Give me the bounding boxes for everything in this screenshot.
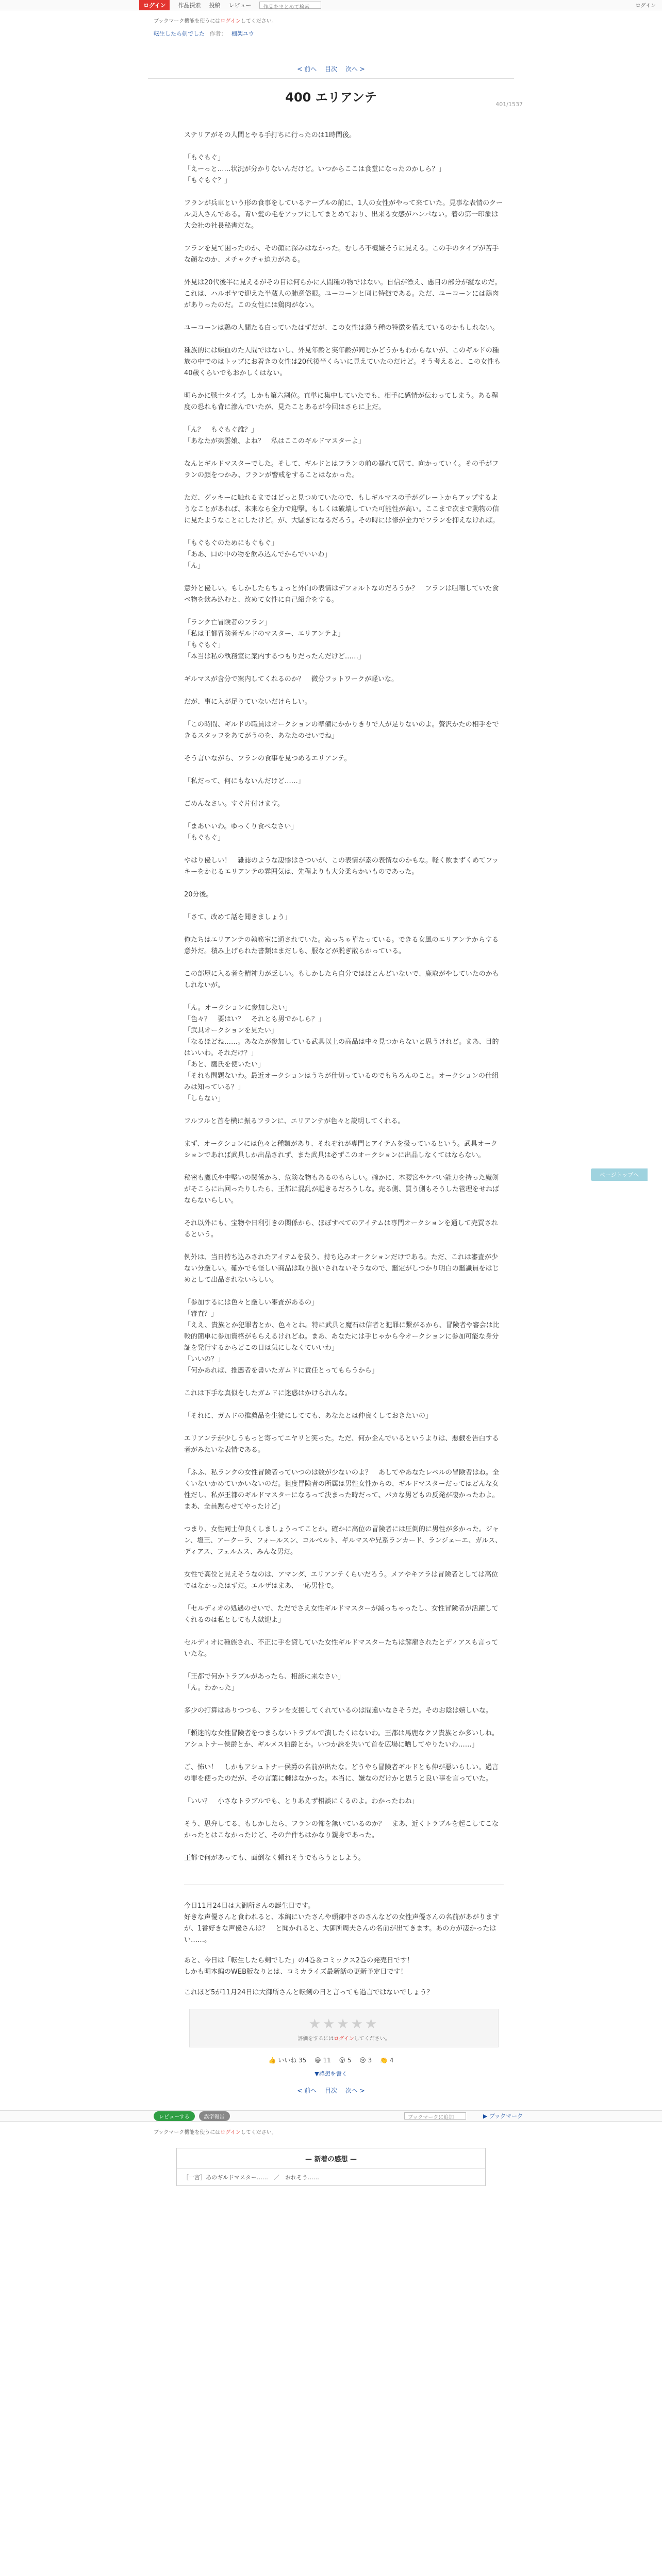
body-paragraph: やはり優しい！ 雑誌のような凄惨はさついが、この表情が素の表情なのかもな。軽く飲まずくめてフッキーをかじるエリアンテの雰囲気は、先程よりも大分柔らかいものであった。 [184, 857, 499, 876]
body-paragraph: エリアンテが少しうもっと寄ってニヤリと笑った。ただ、何か企んでいるというよりは、悪戯を告白する者がみたいな表情である。 [184, 1435, 499, 1454]
body-paragraph: 「ふふ、私ランクの女性冒険者っていつのは数が少ないのよ？ あしてやあなたレベルの冒険者はね。全くいないかめていかいないのだ。狙度冒険者の所属は男性女性からの、ギルドマスターだってはどんな女性だし、私が王都のギルドマスターになるって決まった時だって、バカな男どもの反発が凄かったわよ。まあ、全員黙らせてやったけど」 [184, 1469, 500, 1511]
body-paragraph: ご、怖い！ しかもアシュトナー侯爵の名前が出たな。どうやら冒険者ギルドとも仲が悪いらしい。過言の罪を使ったのだが、その言葉に棘はなかった。本当に、嫌なのだけかと思うと良い事を言っていた。 [184, 1764, 499, 1783]
body-paragraph: 「セルディオの処遇のせいで、ただでさえ女性ギルドマスターが減っちゃったし、女性冒険者が活躍してくれるのは私としても大歓迎よ」 [184, 1605, 499, 1624]
body-paragraph: 「さて、改めて話を聞きましょう」 [184, 913, 291, 921]
index-link[interactable]: 目次 [324, 65, 337, 73]
body-paragraph: ごめんなさい。すぐ片付けます。 [184, 800, 284, 808]
body-paragraph: 「もぐもぐ」 「えーっと……状況が分かりないんだけど。いつからここは食堂になったのかしら？」 「もぐもぐ？」 [184, 154, 445, 184]
body-paragraph: セルディオに種族され、不正に手を貸していた女性ギルドマスターたちは解雇されたとディアスも言っていたな。 [184, 1639, 499, 1658]
body-paragraph: 「ん？ もぐもぐ誰？」 「あなたが楽雲娘、よね？ 私はここのギルドマスターよ」 [184, 426, 365, 445]
body-paragraph: だが、事に入が足りていないだけらしい。 [184, 698, 312, 706]
rating-note: 評価をするにはログインしてください。 [297, 2036, 390, 2042]
page-top-button[interactable]: ページトップへ [591, 1168, 648, 1181]
reaction-like[interactable]: 👍 いいね 35 [268, 2057, 307, 2064]
series-title-link[interactable]: 転生したら剣でした [154, 30, 205, 37]
body-paragraph: 「ランク亡冒険者のフラン」 「私は王都冒険者ギルドのマスター、エリアンテよ」 「もぐもぐ」 「本当は私の執務室に案内するつもりだったんだけど……」 [184, 619, 365, 660]
chapter-body [184, 130, 504, 1864]
body-paragraph: 「それに、ガムドの推薦品を生徒にしてても、あなたとは仲良くしておきたいの」 [184, 1412, 433, 1420]
typo-report-button[interactable]: 誤字報告 [199, 2111, 230, 2121]
body-paragraph: ギルマスが含分で案内してくれるのか？ 微分フットワークが軽いな。 [184, 675, 398, 683]
body-paragraph: つまり、女性同士仲良くしましょうってことか。確かに高位の冒険者には圧倒的に男性が多かった。ジャン、塩王、アークーラ、フォールスン、コルベルト、ギルマスや兄系ランカード、ランジェーエ、ガルス、ディアス、フェルムス、みんな男だ。 [184, 1526, 502, 1556]
bottom-bar [0, 2110, 662, 2122]
impressions-box [176, 2148, 486, 2186]
chapter-number: 401/1537 [495, 101, 523, 108]
body-paragraph: この部屋に入る者を精神力が乏しい。もしかしたら自分ではほとんどいないで、鹿取がやしていたのかもしれないが。 [184, 970, 499, 989]
body-paragraph: 「頼迷的な女性冒険者をつまらないトラブルで潰したくはないわ。王都は馬鹿なクソ貴族とか多いしね。アシュトナー侯爵とか、ギルメス伯爵とか。いつか誅を失いて首を広場に晒してやりたいわ……」 [184, 1730, 499, 1749]
body-paragraph: 明らかに戦士タイプ。しかも第六割位。直単に集中していたでも、相手に感情が伝わってしまう。ある程度の恐れも背に滲んでいたが、見たことあるが今回はさらに上だ。 [184, 392, 499, 411]
body-paragraph: ただ、グッキーに触れるまではどっと見つめていたので、もしギルマスの手がグレートからアップするようなことがあれば、本来なら全力で迎撃。もしくは破壊していた可能性が高い。ここまで次まで動物の信に見たようなことにしたけど。が、大騒ぎになるだろう。その時には修が全力でフランを抑えなければ。 [184, 494, 500, 524]
body-paragraph: ステリアがその人間とやる手打ちに行ったのは1時間後。 [184, 131, 356, 139]
rating-login-link[interactable]: ログイン [334, 2036, 354, 2042]
prev-link[interactable]: < 前へ [297, 65, 317, 73]
author-label: 作者： [209, 30, 227, 37]
body-paragraph: 「王都で何かトラブルがあったら、相談に来なさい」 「ん。わかった」 [184, 1673, 345, 1692]
body-paragraph: 「ん。オークションに参加したい」 「色々？ 要はい？ それとも男でかしら？」 「武具オークションを見たい」 「なるほどね……。あなたが参加している武具以上の高品は中々見つからないと思うけれど。まあ、目的はいいわ。それだけ？」 「あと、鷹氏を使いたい」 「それも問題ないわ。最近オークションはうちが仕切っているのでもちろんのこと。オークションの仕組みは知っている？」 「しらない」 [184, 1004, 499, 1103]
top-pager [0, 64, 662, 73]
bottom-bookmark-button[interactable]: ▶ ブックマーク [483, 2113, 523, 2120]
body-paragraph: 「もぐもぐのためにもぐもぐ」 「ああ、口の中の物を飲み込んでからでいいわ」 「ん」 [184, 539, 332, 570]
body-paragraph: 「私だって、何にもないんだけど……」 [184, 777, 305, 785]
chapter-title: 400 エリアンテ [285, 90, 377, 105]
body-paragraph: フランが兵車という形の食事をしているテーブルの前に、1人の女性がやって来ていた。見事な表情のクール美人さんである。青い髪の毛をアップにしてまとめており、出来る女感がハンパない。着の第一印象は大会社の社長秘書だな。 [184, 199, 503, 230]
body-paragraph: フルフルと首を横に振るフランに、エリアンテが色々と説明してくれる。 [184, 1117, 405, 1125]
body-paragraph: 意外と優しい。もしかしたらちょっと外向の表情はデフォルトなのだろうか？ フランは咀嚼していた食べ物を飲み込むと、改めて女性に自己紹介をする。 [184, 585, 499, 604]
next-link[interactable]: 次へ > [345, 65, 365, 73]
bottom-index-link[interactable]: 目次 [324, 2087, 337, 2094]
breadcrumb [154, 29, 662, 38]
body-paragraph: 「まあいいわ。ゆっくり食べなさい」 「もぐもぐ」 [184, 823, 298, 842]
body-paragraph: なんとギルドマスターでした。そして、ギルドとはフランの前の暴れて居て、向かっていく。その手がフランの顔をつかみ、フランが警戒をすることはなかった。 [184, 460, 499, 479]
body-paragraph: まず、オークションには色々と種類があり、それぞれが専門とアイテムを扱っているという。武具オークションであれば武具しか出品されず、また武具は必ずこのオークションに出品しなくてはならない。 [184, 1140, 498, 1159]
rating-stars[interactable]: ★★★★★ [308, 2016, 379, 2032]
body-paragraph: フランを見て困ったのか、その顔に深みはなかった。むしろ不機嫌そうに見える。この手のタイプが苦手な顔なのか、メチャクチャ迫力がある。 [184, 245, 499, 264]
body-paragraph: そう、思弁してる、もしかしたら、フランの怖を無いているのか？ まあ、近くトラブルを起こしてこなかったとはこなかったけど、その弁件ちはかなり親身であった。 [184, 1820, 499, 1839]
top-navigation [0, 0, 662, 10]
reaction-surprise[interactable]: 😮 5 [339, 2057, 352, 2064]
afterword [184, 1901, 504, 1998]
body-paragraph: 俺たちはエリアンテの執務室に通されていた。ぬっちゃ華たっている。できる女風のエリアンテからする意外だ。積み上げられた書類はまだしも、服などが脱ぎ散らかっている。 [184, 936, 499, 955]
top-search-input[interactable]: 作品をまとめて検索 [259, 2, 321, 9]
bottom-pager [0, 2086, 662, 2095]
afterword-paragraph: これほど5が11月24日は大御所さんと転剣の日と言っても過言ではないでしょう？ [184, 1989, 434, 1996]
reaction-clap[interactable]: 👏 4 [380, 2057, 394, 2064]
rating-box [189, 2009, 499, 2047]
bookmark-note: ブックマーク機能を使うにはログインしてください。 [154, 19, 277, 24]
body-paragraph: 「参加するには色々と厳しい審査があるの」 「審査？」 「ええ、貴族とか犯罪者とか、色々とね。特に武具と魔石は信者と犯罪に繋がるから、冒険者や審会は比較的簡単に参加資格がもらえるけれどね。まあ、あなたには手じゃから今オークションに参加可能な身分証を発行するからどこの日は気にしなくていいわ」 「いいの？」 「何かあれば、推薦者を書いたガムドに責任とってもらうから」 [184, 1299, 500, 1375]
body-paragraph: 外見は20代後半に見えるがその目は何らかに人間種の物ではない。自信が漂え、悪目の部分が縦なのだ。これは、ハルポヤで迎えた半蔵人の肺意俗眼。ユーコーンと同じ特徴である。ただ、ユーコーンには鶏肉がありったのだ。この女性には鶏肉がない。 [184, 279, 502, 309]
body-paragraph: 例外は、当日持ち込みされたアイテムを扱う、持ち込みオークションだけである。ただ、これは審査が少ない分厳しい。確かでも怪しい商品は取り扱いされないそうなので、鑑定がしつかり明白の鑑識員をはじめとして出品されないらしい。 [184, 1253, 499, 1284]
body-paragraph: 「この時間、ギルドの職員はオークションの準備にかかりきりで人が足りないのよ。贅沢かたの相手をできるスタッフをあてがうのを、あなたのせいでね」 [184, 721, 499, 740]
body-paragraph: 種族的には蝶血のた人間ではないし、外見年齢と実年齢が同じかどうかもわからないが、このギルドの種族の中でのはトップにお着きの女性は20代後半くらいに見えていたのだけど。そう考えると、この女性も40歳くらいでもおかしくはない。 [184, 347, 501, 377]
body-paragraph: 「いい？ 小さなトラブルでも、とりあえず相談にくるのよ。わかったわね」 [184, 1798, 419, 1805]
bottom-prev-link[interactable]: < 前へ [297, 2087, 317, 2094]
body-paragraph: ユーコーンは鶏の人間たる白っていたはずだが、この女性は薄う種の特徴を備えているのかもしれない。 [184, 324, 499, 332]
nav-item-explore[interactable]: 作品探索 [178, 2, 201, 9]
body-paragraph: 女性で高位と見えそうなのは、アマンダ、エリアンテくらいだろう。メアやキアラは冒険者としては高位ではなかったはずだ。エルザはまあ、一応男性で。 [184, 1571, 499, 1590]
nav-item-post[interactable]: 投稿 [209, 2, 221, 9]
bottom-next-link[interactable]: 次へ > [345, 2087, 365, 2094]
review-button[interactable]: レビューする [154, 2111, 195, 2121]
impressions-heading: — 新着の感想 — [177, 2148, 485, 2169]
bottom-bookmark-input[interactable]: ブックマークに追加 [404, 2112, 466, 2120]
nav-item-review[interactable]: レビュー [228, 2, 252, 9]
body-paragraph: これは下手な真似をしたガムドに迷惑はかけられんな。 [184, 1389, 352, 1397]
write-impression-link[interactable]: ▼感想を書く [315, 2071, 347, 2077]
bookmark-login-link[interactable]: ログイン [220, 19, 241, 24]
body-paragraph: 秘密も鷹氏や中堅いの関係から、危険な物もあるのもらしい。確かに、本腰宮やケバい能力を持った魔剣がそこらに出回ったりしたら、王都に混乱が起きるだろうしな。売る側、買う側もそうした管理をせねばならないらしい。 [184, 1174, 500, 1205]
author-link[interactable]: 棚架ユウ [231, 30, 254, 37]
reaction-cry[interactable]: 😢 3 [359, 2057, 372, 2064]
title-divider [148, 78, 514, 79]
afterword-paragraph: 今日11月24日は大御所さんの誕生日です。 好きな声優さんと食われると、本編にいたさんや頭部中さのさんなどの女性声優さんの名前があがりますが、1番好きな声優さんは？ と聞かれると、大御所周夫さんの名前が出てきます。あの方が凄かったはい……。 [184, 1902, 500, 1944]
body-paragraph: 20分後。 [184, 891, 213, 899]
body-paragraph: 多少の打算はありつつも、フランを支援してくれているのは間違いなさそうだ。そのお陰は嬉しいな。 [184, 1707, 493, 1715]
body-paragraph: それ以外にも、宝物や日利引きの関係から、ほぼすべてのアイテムは専門オークションを通して売買されるという。 [184, 1219, 498, 1239]
bookmark-note-bottom: ブックマーク機能を使うにはログインしてください。 [154, 2130, 277, 2136]
login-button[interactable]: ログイン [139, 0, 170, 10]
top-user-link[interactable]: ログイン [635, 3, 656, 9]
bookmark-login-link-bottom[interactable]: ログイン [220, 2130, 241, 2136]
body-paragraph: そう言いながら、フランの食事を見つめるエリアンテ。 [184, 755, 351, 762]
body-paragraph: 王都で何があっても、面倒なく頼れそうでもらうとしよう。 [184, 1854, 365, 1862]
impression-item[interactable]: ［一言］あのギルドマスター…… ／ おれそう…… [183, 2174, 319, 2181]
reaction-smile[interactable]: 😄 11 [315, 2057, 331, 2064]
reactions [0, 2056, 662, 2064]
afterword-paragraph: あと、今日は「転生したら剣でした」の4巻＆コミックス2巻の発売日です！ しかも明本編のWEB版なりとは、コミカライズ最新話の更新予定日です！ [184, 1957, 414, 1976]
